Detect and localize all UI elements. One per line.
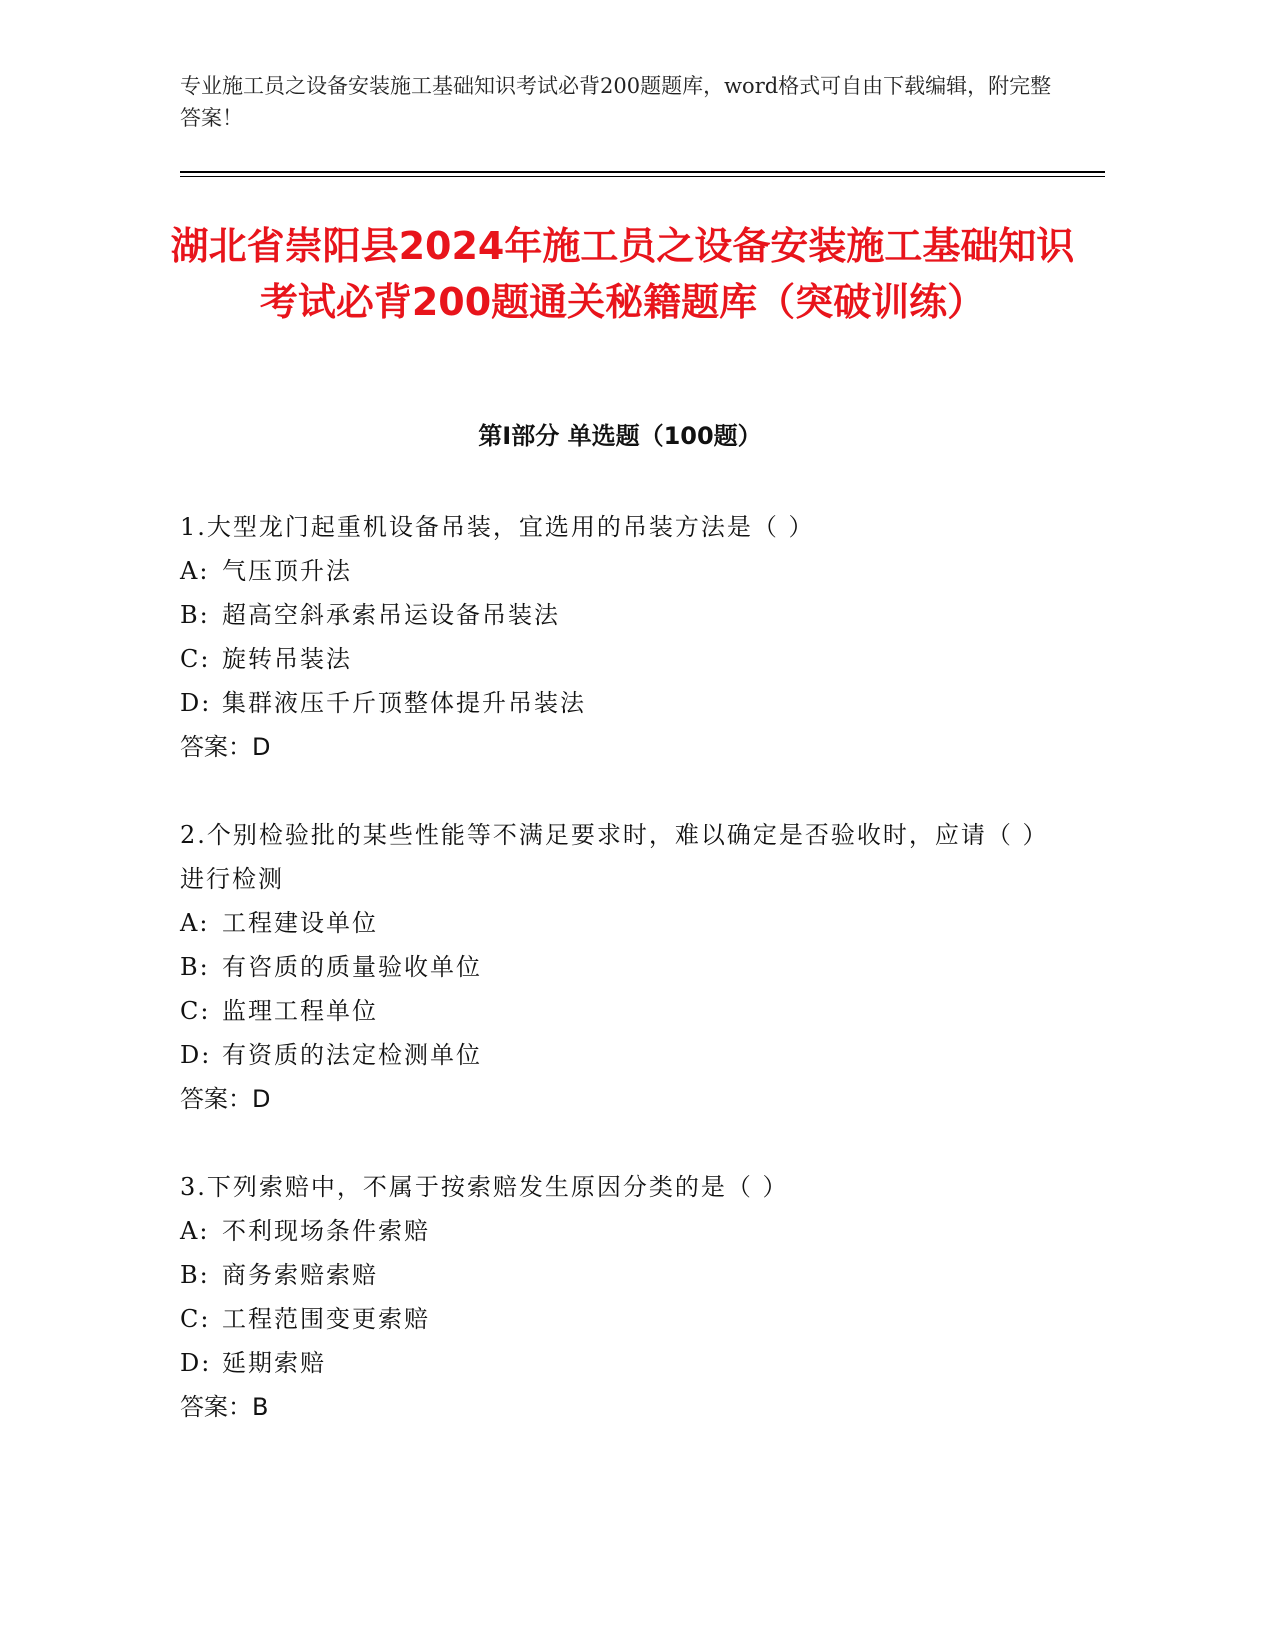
option-b [180,1253,1040,1297]
option-text: 监理工程单位 [222,997,378,1025]
option-letter: B: [180,601,210,629]
option-text: 有资质的法定检测单位 [222,1041,482,1069]
option-text: 工程范围变更索赔 [222,1305,430,1333]
option-letter: A: [180,557,210,585]
option-text: 不利现场条件索赔 [222,1217,430,1245]
option-letter: B: [180,953,210,981]
option-text: 超高空斜承索吊运设备吊装法 [222,601,560,629]
option-a [180,901,1040,945]
option-letter: D: [180,689,212,717]
question-1 [180,505,1040,769]
option-text: 旋转吊装法 [222,645,352,673]
answer-line: 答案：B [180,1393,269,1421]
question-2 [180,813,1040,1121]
option-text: 气压顶升法 [222,557,352,585]
option-letter: A: [180,1217,210,1245]
option-letter: D: [180,1041,212,1069]
option-letter: B: [180,1261,210,1289]
question-3 [180,1165,1040,1429]
header-note: 专业施工员之设备安装施工基础知识考试必背200题题库，word格式可自由下载编辑，附完整答案！ [180,74,1052,130]
option-c [180,1297,1040,1341]
header-rule-thick [180,171,1105,173]
option-text: 有咨质的质量验收单位 [222,953,482,981]
option-c [180,989,1040,1033]
answer-line: 答案：D [180,1085,271,1113]
option-d [180,1341,1040,1385]
option-c [180,637,1040,681]
section-title: 第Ⅰ部分 单选题（100题） [478,422,762,450]
option-letter: A: [180,909,210,937]
question-stem: 2.个别检验批的某些性能等不满足要求时，难以确定是否验收时，应请（ ）进行检测 [180,821,1037,893]
option-text: 集群液压千斤顶整体提升吊装法 [222,689,586,717]
option-b [180,945,1040,989]
option-text: 工程建设单位 [222,909,378,937]
question-list [180,505,1040,1429]
option-text: 商务索赔索赔 [222,1261,378,1289]
option-letter: C: [180,645,211,673]
document-title: 湖北省崇阳县2024年施工员之设备安装施工基础知识考试必背200题通关秘籍题库（突破训练） [170,224,1075,324]
option-d [180,681,1040,725]
header-rule-thin [180,176,1105,177]
option-letter: C: [180,997,211,1025]
question-stem: 3.下列索赔中，不属于按索赔发生原因分类的是（ ） [180,1173,789,1201]
option-d [180,1033,1040,1077]
option-b [180,593,1040,637]
option-letter: D: [180,1349,212,1377]
answer-line: 答案：D [180,733,271,761]
option-a [180,1209,1040,1253]
option-letter: C: [180,1305,211,1333]
question-stem: 1.大型龙门起重机设备吊装，宜选用的吊装方法是（ ） [180,513,815,541]
option-a [180,549,1040,593]
option-text: 延期索赔 [222,1349,326,1377]
